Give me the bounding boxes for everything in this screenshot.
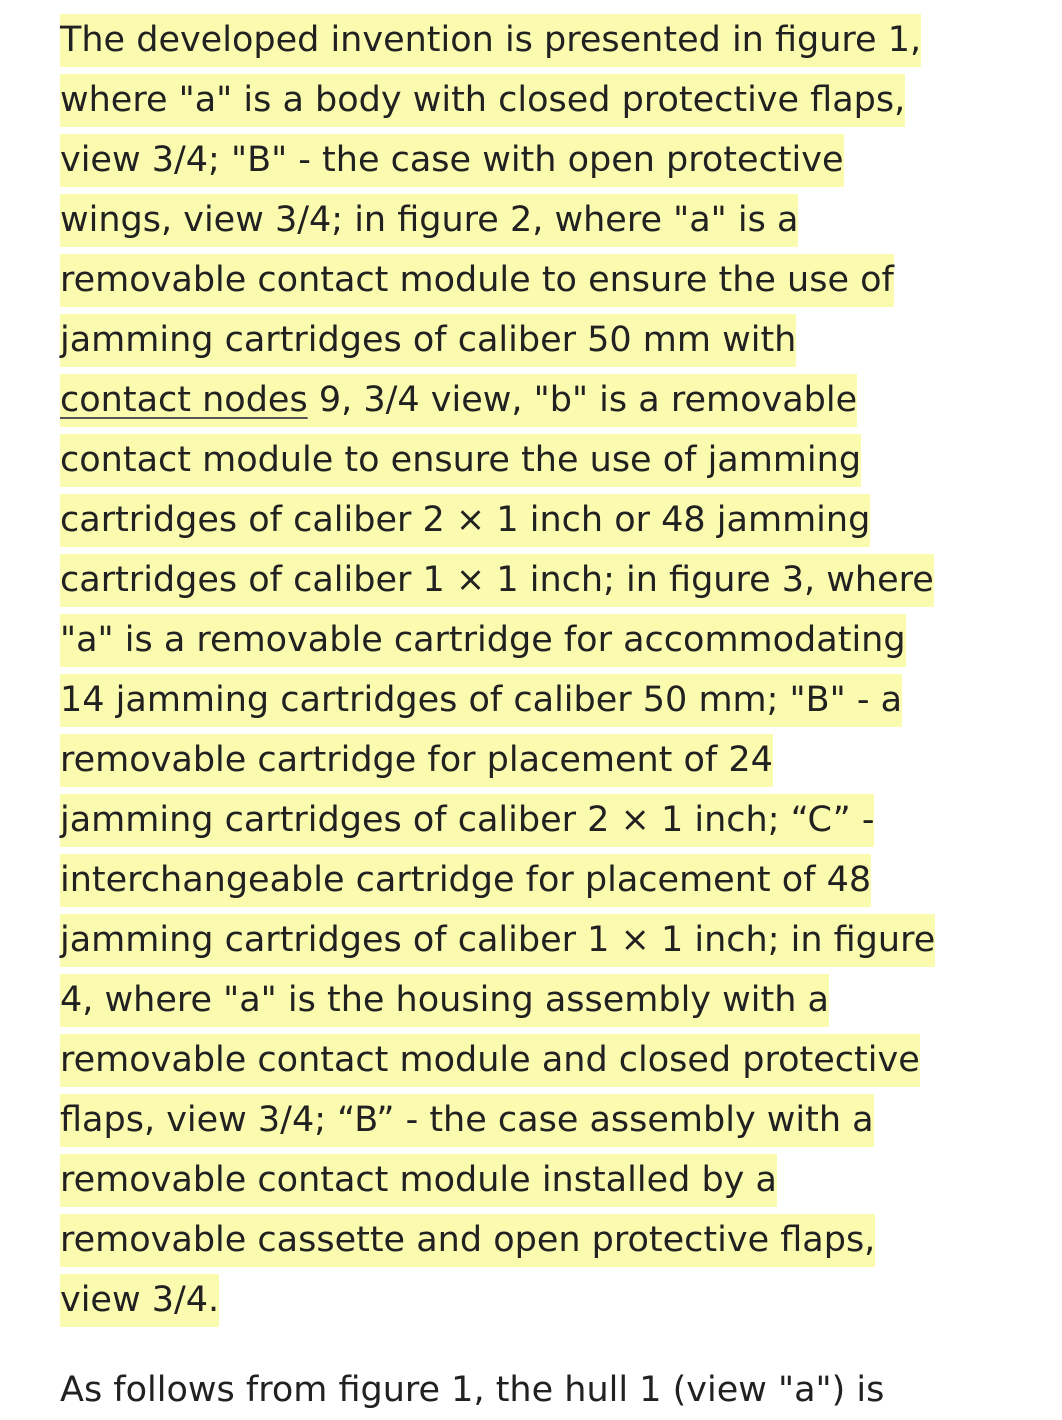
highlight-span[interactable]: removable contact module installed by a: [60, 1154, 777, 1207]
paragraph-line: [60, 130, 1020, 190]
highlight-span[interactable]: cartridges of caliber 2 × 1 inch or 48 jamming: [60, 494, 870, 547]
paragraph-line: [60, 610, 1020, 670]
paragraph-line: [60, 310, 1020, 370]
paragraph-line: [60, 1210, 1020, 1270]
paragraph-line: [60, 10, 1020, 70]
highlight-span[interactable]: 14 jamming cartridges of caliber 50 mm; "B" - a: [60, 674, 902, 727]
paragraph-line: [60, 1090, 1020, 1150]
highlight-span[interactable]: contact module to ensure the use of jamming: [60, 434, 861, 487]
highlight-text: 9, 3/4 view, "b" is a removable: [307, 380, 858, 420]
highlight-span[interactable]: removable cassette and open protective flaps,: [60, 1214, 875, 1267]
paragraph-line: [60, 910, 1020, 970]
paragraph-line: [60, 1150, 1020, 1210]
paragraph-line: [60, 430, 1020, 490]
highlight-span[interactable]: removable contact module to ensure the use of: [60, 254, 894, 307]
highlight-span[interactable]: interchangeable cartridge for placement of 48: [60, 854, 871, 907]
paragraph-line: [60, 1030, 1020, 1090]
highlight-span[interactable]: where "a" is a body with closed protective flaps,: [60, 74, 905, 127]
highlight-span[interactable]: removable cartridge for placement of 24: [60, 734, 773, 787]
highlight-span[interactable]: jamming cartridges of caliber 2 × 1 inch; “C” -: [60, 794, 874, 847]
highlight-span[interactable]: [60, 374, 857, 427]
paragraph-line: [60, 850, 1020, 910]
highlight-span[interactable]: jamming cartridges of caliber 50 mm with: [60, 314, 796, 367]
paragraph-line: [60, 70, 1020, 130]
highlight-span[interactable]: 4, where "a" is the housing assembly with a: [60, 974, 829, 1027]
paragraph-line: [60, 970, 1020, 1030]
paragraph-line: [60, 1270, 1020, 1330]
highlight-span[interactable]: flaps, view 3/4; “B” - the case assembly with a: [60, 1094, 874, 1147]
paragraph-line: [60, 370, 1020, 430]
paragraph-line: [60, 550, 1020, 610]
paragraph-line: [60, 730, 1020, 790]
paragraph-line: [60, 790, 1020, 850]
paragraph-line: [60, 490, 1020, 550]
paragraph-line: [60, 190, 1020, 250]
highlight-span[interactable]: view 3/4; "B" - the case with open protective: [60, 134, 844, 187]
paragraph-line: [60, 250, 1020, 310]
highlight-span[interactable]: view 3/4.: [60, 1274, 219, 1327]
underlined-term-link[interactable]: contact nodes: [60, 380, 308, 420]
paragraph-line: [60, 670, 1020, 730]
highlight-span[interactable]: The developed invention is presented in figure 1,: [60, 14, 921, 67]
highlight-span[interactable]: jamming cartridges of caliber 1 × 1 inch; in figure: [60, 914, 935, 967]
highlight-span[interactable]: "a" is a removable cartridge for accommodating: [60, 614, 906, 667]
next-paragraph: As follows from figure 1, the hull 1 (view "a") is: [60, 1370, 885, 1410]
highlight-span[interactable]: wings, view 3/4; in figure 2, where "a" is a: [60, 194, 798, 247]
highlight-span[interactable]: cartridges of caliber 1 × 1 inch; in figure 3, where: [60, 554, 934, 607]
highlight-span[interactable]: removable contact module and closed protective: [60, 1034, 920, 1087]
highlighted-paragraph[interactable]: [60, 10, 1020, 1330]
